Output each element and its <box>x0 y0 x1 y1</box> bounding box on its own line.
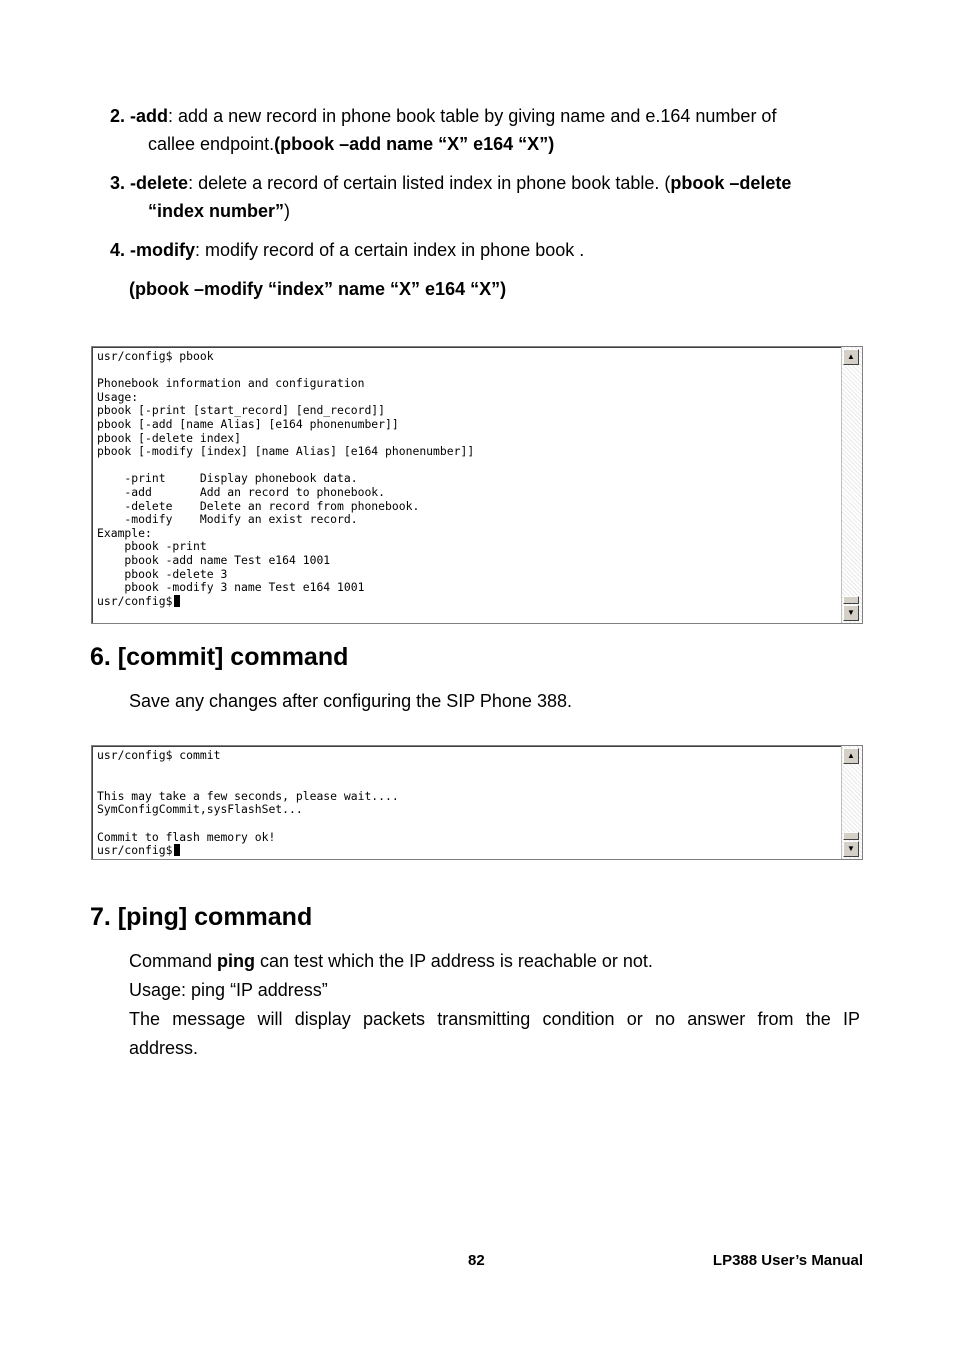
item-text-close: ) <box>284 201 291 221</box>
modify-syntax <box>129 275 506 303</box>
terminal-prompt: usr/config$ <box>97 843 173 858</box>
ping-description <box>129 947 860 976</box>
item-text: : delete a record of certain listed index in phone book table. ( <box>188 173 671 193</box>
scrollbar[interactable] <box>841 347 862 623</box>
triangle-up-icon[interactable]: ▲ <box>843 349 859 365</box>
cursor <box>174 844 180 856</box>
terminal-text: usr/config$ pbook Phonebook information and configuration Usage: pbook [-print [start_record] [end_record]] pbook [-add [name Alias] [e164 phonenumber]] pbook [-delete index] pbook [-modify [index] [name Alias] [e164 phonenumber]] -print Display phonebook data. -add Add an record to phonebook. -delete Delete an record from phonebook. -modify Modify an exist record. Example: pbook -print pbook -add name Test e164 1001 pbook -delete 3 pbook -modify 3 name Test e164 1001 <box>97 349 475 595</box>
section-heading-ping: 7. [ping] command <box>90 903 313 931</box>
ping-message: The message will display packets transmitting condition or no answer from the IP <box>129 1009 860 1029</box>
page-number: 82 <box>468 1252 485 1269</box>
command-name: -modify <box>130 240 196 260</box>
item-text: : modify record of a certain index in phone book . <box>195 240 585 260</box>
terminal-window-commit <box>91 745 863 860</box>
list-item-add <box>110 102 850 158</box>
scrollbar[interactable] <box>841 746 862 859</box>
text: Command <box>129 951 218 971</box>
command-syntax-cont: “index number” <box>148 201 285 221</box>
item-text-cont: callee endpoint. <box>148 134 275 154</box>
command-syntax: pbook –delete <box>670 173 792 193</box>
command-name: ping <box>217 951 256 971</box>
command-name: -add <box>130 106 169 126</box>
command-name: -delete <box>130 173 189 193</box>
section-desc-commit: Save any changes after configuring the SIP Phone 388. <box>129 691 572 711</box>
scrollbar-thumb[interactable] <box>843 596 859 604</box>
item-text: : add a new record in phone book table by giving name and e.164 number of <box>168 106 777 126</box>
triangle-down-icon[interactable]: ▼ <box>843 605 859 621</box>
terminal-text: usr/config$ commit This may take a few seconds, please wait.... SymConfigCommit,sysFlashSet... Commit to flash memory ok! <box>97 748 399 844</box>
cursor <box>174 595 180 607</box>
triangle-up-icon[interactable]: ▲ <box>843 748 859 764</box>
text: can test which the IP address is reachable or not. <box>255 951 653 971</box>
list-item-modify <box>110 236 850 264</box>
manual-title: LP388 User’s Manual <box>712 1252 863 1269</box>
command-syntax: (pbook –modify “index” name “X” e164 “X”) <box>129 279 507 299</box>
list-item-delete <box>110 169 850 225</box>
command-syntax: (pbook –add name “X” e164 “X”) <box>274 134 555 154</box>
item-number: 4. <box>110 240 126 260</box>
terminal-output <box>97 350 474 608</box>
item-number: 3. <box>110 173 126 193</box>
ping-usage: Usage: ping “IP address” <box>129 980 328 1000</box>
section-heading-commit: 6. [commit] command <box>90 643 349 671</box>
terminal-window-pbook <box>91 346 863 624</box>
triangle-down-icon[interactable]: ▼ <box>843 841 859 857</box>
ping-message-cont: address. <box>129 1038 199 1058</box>
terminal-output <box>97 749 399 858</box>
item-number: 2. <box>110 106 126 126</box>
section-body-ping <box>129 947 860 1063</box>
terminal-prompt: usr/config$ <box>97 593 173 608</box>
scrollbar-thumb[interactable] <box>843 832 859 840</box>
